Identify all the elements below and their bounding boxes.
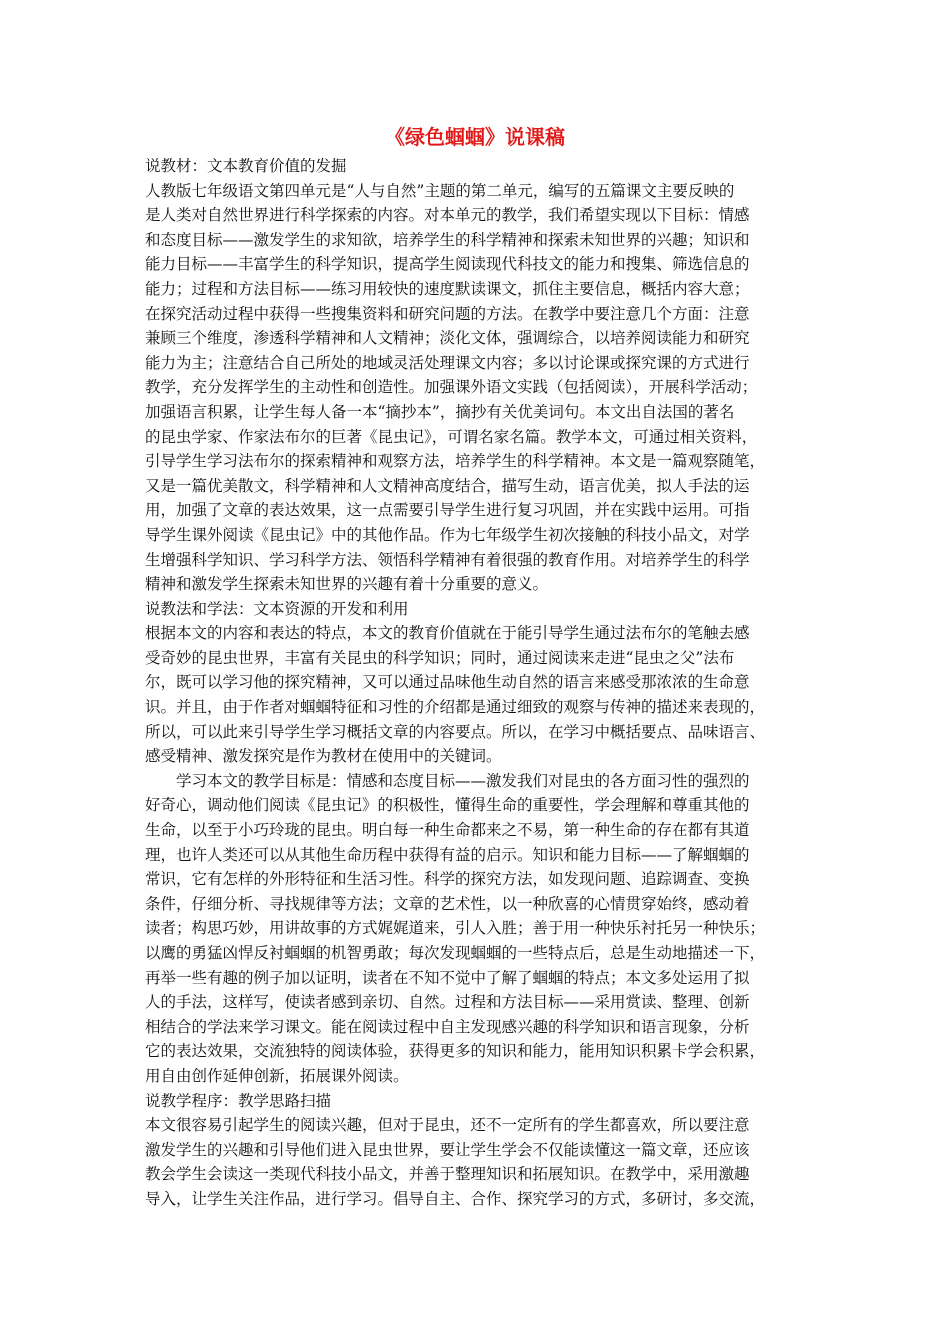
text-line: 识。并且，由于作者对蝈蝈特征和习性的介绍都是通过细致的观察与传神的描述来表现的， [145,698,766,717]
text-line: 能力；过程和方法目标——练习用较快的速度默读课文，抓住主要信息，概括内容大意； [145,279,750,298]
text-line: 加强语言积累，让学生每人备一本“摘抄本”，摘抄有关优美词句。本文出自法国的著名 [145,402,735,421]
text-line: 能力为主；注意结合自己所处的地域灵活处理课文内容；多以讨论课或探究课的方式进行 [145,353,750,372]
text-line: 根据本文的内容和表达的特点，本文的教育价值就在于能引导学生通过法布尔的笔触去感 [145,624,750,643]
text-line: 它的表达效果，交流独特的阅读体验，获得更多的知识和能力，能用知识积累卡学会积累， [145,1042,766,1061]
text-line: 是人类对自然世界进行科学探索的内容。对本单元的教学，我们希望实现以下目标：情感 [145,206,750,225]
text-line: 相结合的学法来学习课文。能在阅读过程中自主发现感兴趣的科学知识和语言现象，分析 [145,1017,750,1036]
text-line: 导入，让学生关注作品，进行学习。倡导自主、合作、探究学习的方式，多研讨，多交流， [145,1189,766,1208]
text-line: 好奇心，调动他们阅读《昆虫记》的积极性，懂得生命的重要性，学会理解和尊重其他的 [145,796,750,815]
document-body [145,154,805,1212]
text-line: 教会学生会读这一类现代科技小品文，并善于整理知识和拓展知识。在教学中，采用激趣 [145,1165,750,1184]
text-line: 再举一些有趣的例子加以证明，读者在不知不觉中了解了蝈蝈的特点；本文多处运用了拟 [145,968,750,987]
text-line: 激发学生的兴趣和引导他们进入昆虫世界，要让学生学会不仅能读懂这一篇文章，还应该 [145,1140,750,1159]
text-line: 说教材：文本教育价值的发掘 [145,157,347,175]
text-line: 引导学生学习法布尔的探索精神和观察方法，培养学生的科学精神。本文是一篇观察随笔， [145,452,766,471]
text-line: 尔，既可以学习他的探究精神，又可以通过品味他生动自然的语言来感受那浓浓的生命意 [145,673,750,692]
text-line: 又是一篇优美散文，科学精神和人文精神高度结合，描写生动，语言优美，拟人手法的运 [145,476,750,495]
text-line: 本文很容易引起学生的阅读兴趣，但对于昆虫，还不一定所有的学生都喜欢，所以要注意 [145,1116,750,1135]
text-line: 学习本文的教学目标是：情感和态度目标——激发我们对昆虫的各方面习性的强烈的 [176,771,750,790]
text-line: 和态度目标——激发学生的求知欲，培养学生的科学精神和探索未知世界的兴趣；知识和 [145,230,750,249]
text-line: 感受精神、激发探究是作为教材在使用中的关键词。 [145,747,502,766]
text-line: 精神和激发学生探索未知世界的兴趣有着十分重要的意义。 [145,575,549,594]
text-line: 生增强科学知识、学习科学方法、领悟科学精神有着很强的教育作用。对培养学生的科学 [145,550,750,569]
text-line: 的昆虫学家、作家法布尔的巨著《昆虫记》，可谓名家名篇。教学本文，可通过相关资料， [145,427,758,446]
text-line: 条件，仔细分析、寻找规律等方法；文章的艺术性，以一种欣喜的心情贯穿始终，感动着 [145,894,750,913]
text-line: 导学生课外阅读《昆虫记》中的其他作品。作为七年级学生初次接触的科技小品文，对学 [145,525,750,544]
text-line: 常识，它有怎样的外形特征和生活习性。科学的探究方法，如发现问题、追踪调查、变换 [145,870,750,889]
document-title: 《绿色蝈蝈》说课稿 [385,125,565,149]
text-line: 说教学程序：教学思路扫描 [145,1091,332,1110]
text-line: 所以，可以此来引导学生学习概括文章的内容要点。所以，在学习中概括要点、品味语言、 [145,722,766,741]
text-line: 受奇妙的昆虫世界，丰富有关昆虫的科学知识；同时，通过阅读来走进“昆虫之父”法布 [145,648,735,667]
text-line: 人教版七年级语文第四单元是“人与自然”主题的第二单元，编写的五篇课文主要反映的 [145,181,735,200]
text-line: 理，也许人类还可以从其他生命历程中获得有益的启示。知识和能力目标——了解蝈蝈的 [145,845,750,864]
text-line: 说教法和学法：文本资源的开发和利用 [145,599,409,618]
text-line: 用，加强了文章的表达效果，这一点需要引导学生进行复习巩固，并在实践中运用。可指 [145,501,750,520]
text-line: 以鹰的勇猛凶悍反衬蝈蝈的机智勇敢；每次发现蝈蝈的一些特点后，总是生动地描述一下， [145,944,766,962]
text-line: 读者；构思巧妙，用讲故事的方式娓娓道来，引人入胜；善于用一种快乐衬托另一种快乐； [145,919,766,938]
document-page [145,122,805,1212]
text-line: 教学，充分发挥学生的主动性和创造性。加强课外语文实践（包括阅读），开展科学活动； [145,378,758,397]
text-line: 能力目标——丰富学生的科学知识，提高学生阅读现代科技文的能力和搜集、筛选信息的 [145,255,750,274]
text-line: 兼顾三个维度，渗透科学精神和人文精神；淡化文体，强调综合，以培养阅读能力和研究 [145,329,750,348]
text-line: 用自由创作延伸创新，拓展课外阅读。 [145,1066,409,1085]
text-line: 在探究活动过程中获得一些搜集资料和研究问题的方法。在教学中要注意几个方面：注意 [145,304,750,323]
text-line: 生命，以至于小巧玲珑的昆虫。明白每一种生命都来之不易，第一种生命的存在都有其道 [145,821,750,840]
text-line: 人的手法，这样写，使读者感到亲切、自然。过程和方法目标——采用赏读、整理、创新 [145,993,750,1012]
